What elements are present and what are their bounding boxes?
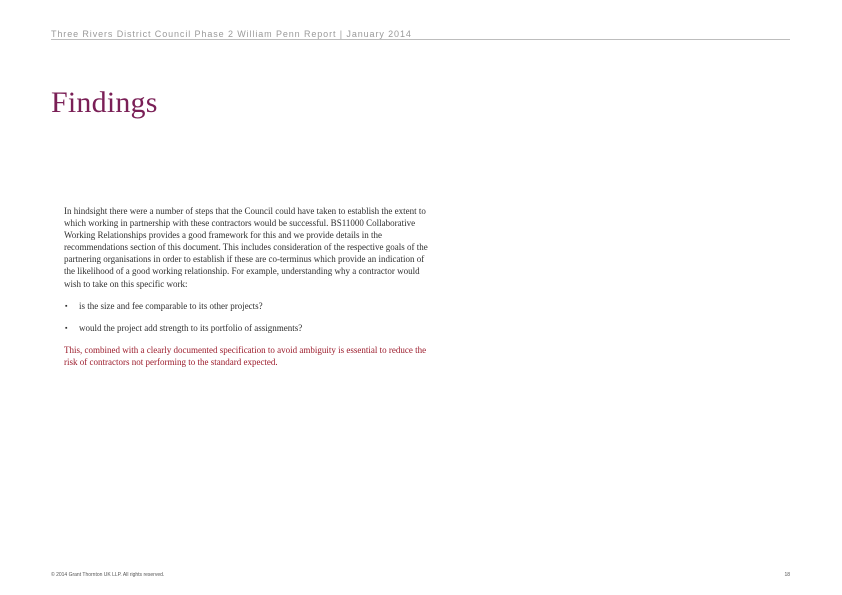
header-divider (51, 39, 790, 40)
bullet-item (64, 322, 434, 334)
square-bullet-icon: ▪ (65, 301, 68, 310)
bullet-list (64, 300, 434, 334)
square-bullet-icon: ▪ (65, 323, 68, 332)
page-number: 18 (784, 572, 790, 578)
intro-paragraph: In hindsight there were a number of steps that the Council could have taken to establish the extent to which working in partnership with these contractors would be successful. BS11000 Collaborative Working Relationships provides a good framework for this and we provide details in the recommendations section of this document. This includes consideration of the respective goals of the partnering organisations in order to establish if these are co-terminus which provide an indication of the likelihood of a good working relationship. For example, understanding why a contractor would wish to take on this specific work: (64, 206, 428, 289)
running-header: Three Rivers District Council Phase 2 William Penn Report | January 2014 (51, 29, 412, 39)
body-content (64, 205, 434, 368)
bullet-text: is the size and fee comparable to its other projects? (79, 300, 263, 311)
bullet-text: would the project add strength to its portfolio of assignments? (79, 322, 303, 333)
footer-copyright: © 2014 Grant Thornton UK LLP. All rights reserved. (51, 572, 165, 578)
bullet-item (64, 300, 434, 312)
highlight-paragraph: This, combined with a clearly documented specification to avoid ambiguity is essential to reduce the risk of contractors not performing to the standard expected. (64, 344, 427, 367)
page-title: Findings (51, 86, 158, 119)
